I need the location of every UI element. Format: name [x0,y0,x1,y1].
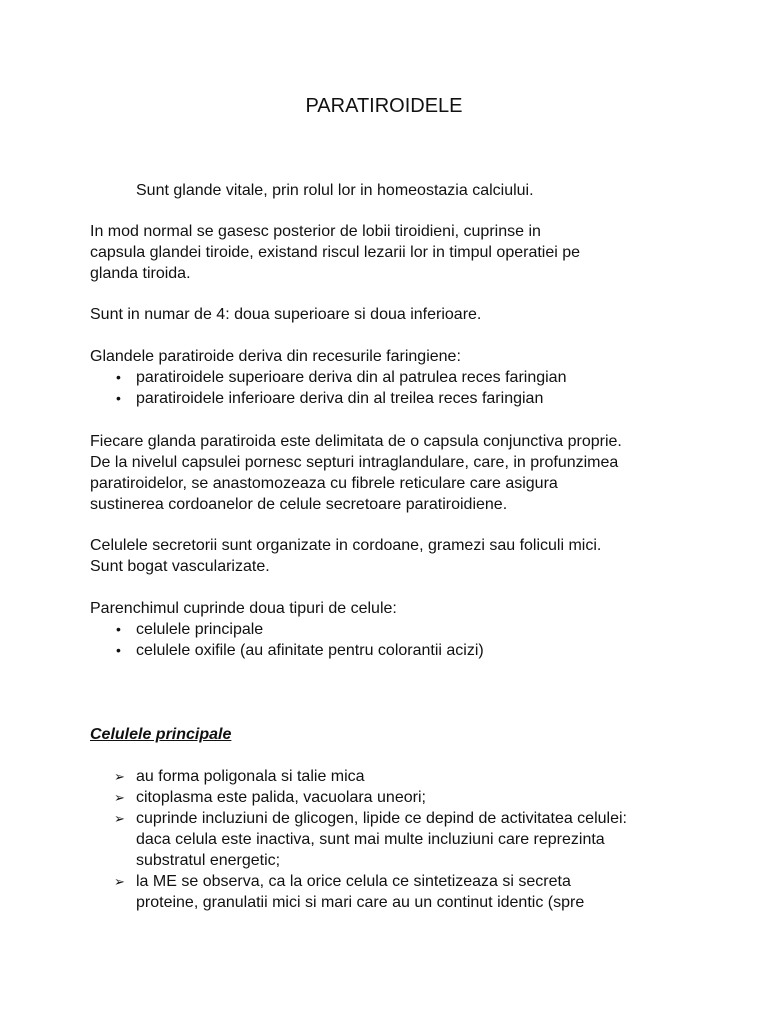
number-paragraph [90,304,690,325]
number-text: Sunt in numar de 4: doua superioare si doua inferioare. [90,306,482,323]
capsule-line: sustinerea cordoanelor de celule secretoare paratiroidiene. [90,496,508,513]
list-item-text: celulele principale [136,621,264,638]
list-item-line: la ME se observa, ca la orice celula ce sintetizeaza si secreta [136,873,571,890]
bullet-icon: • [116,390,121,406]
list-item-text: celulele oxifile (au afinitate pentru colorantii acizi) [136,642,484,659]
list-item-line: substratul energetic; [136,852,281,869]
parenchyma-paragraph [90,598,690,661]
list-item-line: proteine, granulatii mici si mari care au un continut identic (spre [136,894,585,911]
cells-paragraph [90,535,690,577]
arrow-bullet-icon: ➢ [114,811,125,826]
parenchyma-list [90,619,690,661]
arrow-bullet-icon: ➢ [114,790,125,805]
arrow-bullet-icon: ➢ [114,769,125,784]
location-line: In mod normal se gasesc posterior de lobii tiroidieni, cuprinse in [90,223,541,240]
capsule-line: De la nivelul capsulei pornesc septuri intraglandulare, care, in profunzimea [90,454,619,471]
arrow-bullet-icon: ➢ [114,874,125,889]
list-item [90,871,690,913]
location-line: capsula glandei tiroide, existand riscul lezarii lor in timpul operatiei pe [90,244,581,261]
parenchyma-text: Parenchimul cuprinde doua tipuri de celule: [90,600,397,617]
origin-paragraph [90,346,690,409]
list-item-text: paratiroidele inferioare deriva din al treilea reces faringian [136,390,544,407]
bullet-icon: • [116,621,121,637]
origin-text: Glandele paratiroide deriva din recesurile faringiene: [90,348,461,365]
principal-list [90,766,690,913]
list-item [90,367,690,388]
list-item [90,766,690,787]
bullet-icon: • [116,642,121,658]
list-item [90,619,690,640]
list-item [90,787,690,808]
list-item-line: daca celula este inactiva, sunt mai multe incluziuni care reprezinta [136,831,605,848]
capsule-line: paratiroidelor, se anastomozeaza cu fibrele reticulare care asigura [90,475,558,492]
principal-cells-block [90,766,690,913]
list-item [90,388,690,409]
list-item-text: paratiroidele superioare deriva din al patrulea reces faringian [136,369,567,386]
list-item [90,640,690,661]
location-line: glanda tiroida. [90,265,191,282]
cells-line: Celulele secretorii sunt organizate in cordoane, gramezi sau foliculi mici. [90,537,602,554]
cells-line: Sunt bogat vascularizate. [90,558,270,575]
capsule-line: Fiecare glanda paratiroida este delimitata de o capsula conjunctiva proprie. [90,433,622,450]
list-item [90,808,690,871]
bullet-icon: • [116,369,121,385]
section-heading-block [90,724,690,745]
capsule-paragraph [90,431,690,515]
location-paragraph [90,221,690,284]
section-heading: Celulele principale [90,726,232,743]
page-title: PARATIROIDELE [305,95,463,117]
intro-paragraph [90,180,690,201]
origin-list [90,367,690,409]
list-item-line: citoplasma este palida, vacuolara uneori; [136,789,426,806]
list-item-line: au forma poligonala si talie mica [136,768,365,785]
list-item-line: cuprinde incluziuni de glicogen, lipide ce depind de activitatea celulei: [136,810,627,827]
intro-text: Sunt glande vitale, prin rolul lor in homeostazia calciului. [136,182,534,199]
